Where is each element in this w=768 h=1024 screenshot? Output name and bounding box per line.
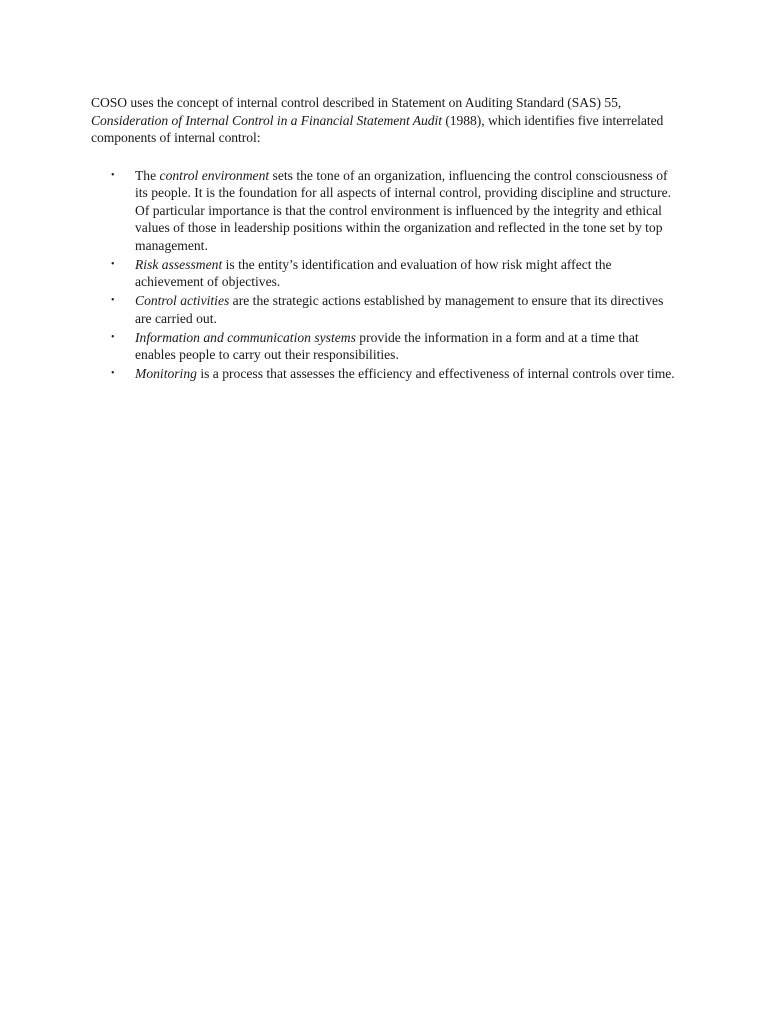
bullet-icon: • xyxy=(111,331,115,343)
bullet-icon: • xyxy=(111,169,115,181)
intro-lead: COSO uses the concept of internal control described in Statement on Auditing Standard (SAS) 55, xyxy=(91,95,622,110)
item-term: Risk assessment xyxy=(135,256,223,272)
list-item-risk-assessment xyxy=(91,256,681,291)
item-prefix: The xyxy=(135,167,160,183)
item-term: Control activities xyxy=(135,293,230,308)
item-term: control environment xyxy=(159,167,270,183)
list-item-information-communication xyxy=(91,329,681,364)
item-text: provide the information in a form and at a time that enables people to carry out their responsibilities. xyxy=(135,329,639,362)
list-item-control-environment xyxy=(91,167,681,255)
list-item-control-activities xyxy=(91,292,681,327)
item-text: is the entity’s identification and evaluation of how risk might affect the achievement of objectives. xyxy=(135,256,612,289)
list-item-monitoring xyxy=(91,365,681,383)
item-text: sets the tone of an organization, influencing the control consciousness of its people. It is the foundation for all aspects of internal control, providing discipline and structure. Of particular importance is that the control environment is influenced by the integrity and ethical values of those in leadership positions within the organization and reflected in the tone set by top management. xyxy=(135,167,672,253)
bullet-icon: • xyxy=(111,295,115,306)
item-text: are the strategic actions established by management to ensure that its directives are carried out. xyxy=(135,293,664,326)
item-term: Monitoring xyxy=(135,366,197,381)
document-page xyxy=(91,94,681,384)
bullet-icon: • xyxy=(111,368,115,379)
item-text: is a process that assesses the efficiency and effectiveness of internal controls over time. xyxy=(196,366,675,381)
intro-title: Consideration of Internal Control in a Financial Statement Audit xyxy=(91,112,442,128)
bullet-icon: • xyxy=(111,258,115,270)
item-term: Information and communication systems xyxy=(135,329,356,345)
components-list xyxy=(91,167,681,383)
intro-tail: (1988), which identifies five interrelated components of internal control: xyxy=(91,112,664,145)
intro-paragraph xyxy=(91,94,681,147)
